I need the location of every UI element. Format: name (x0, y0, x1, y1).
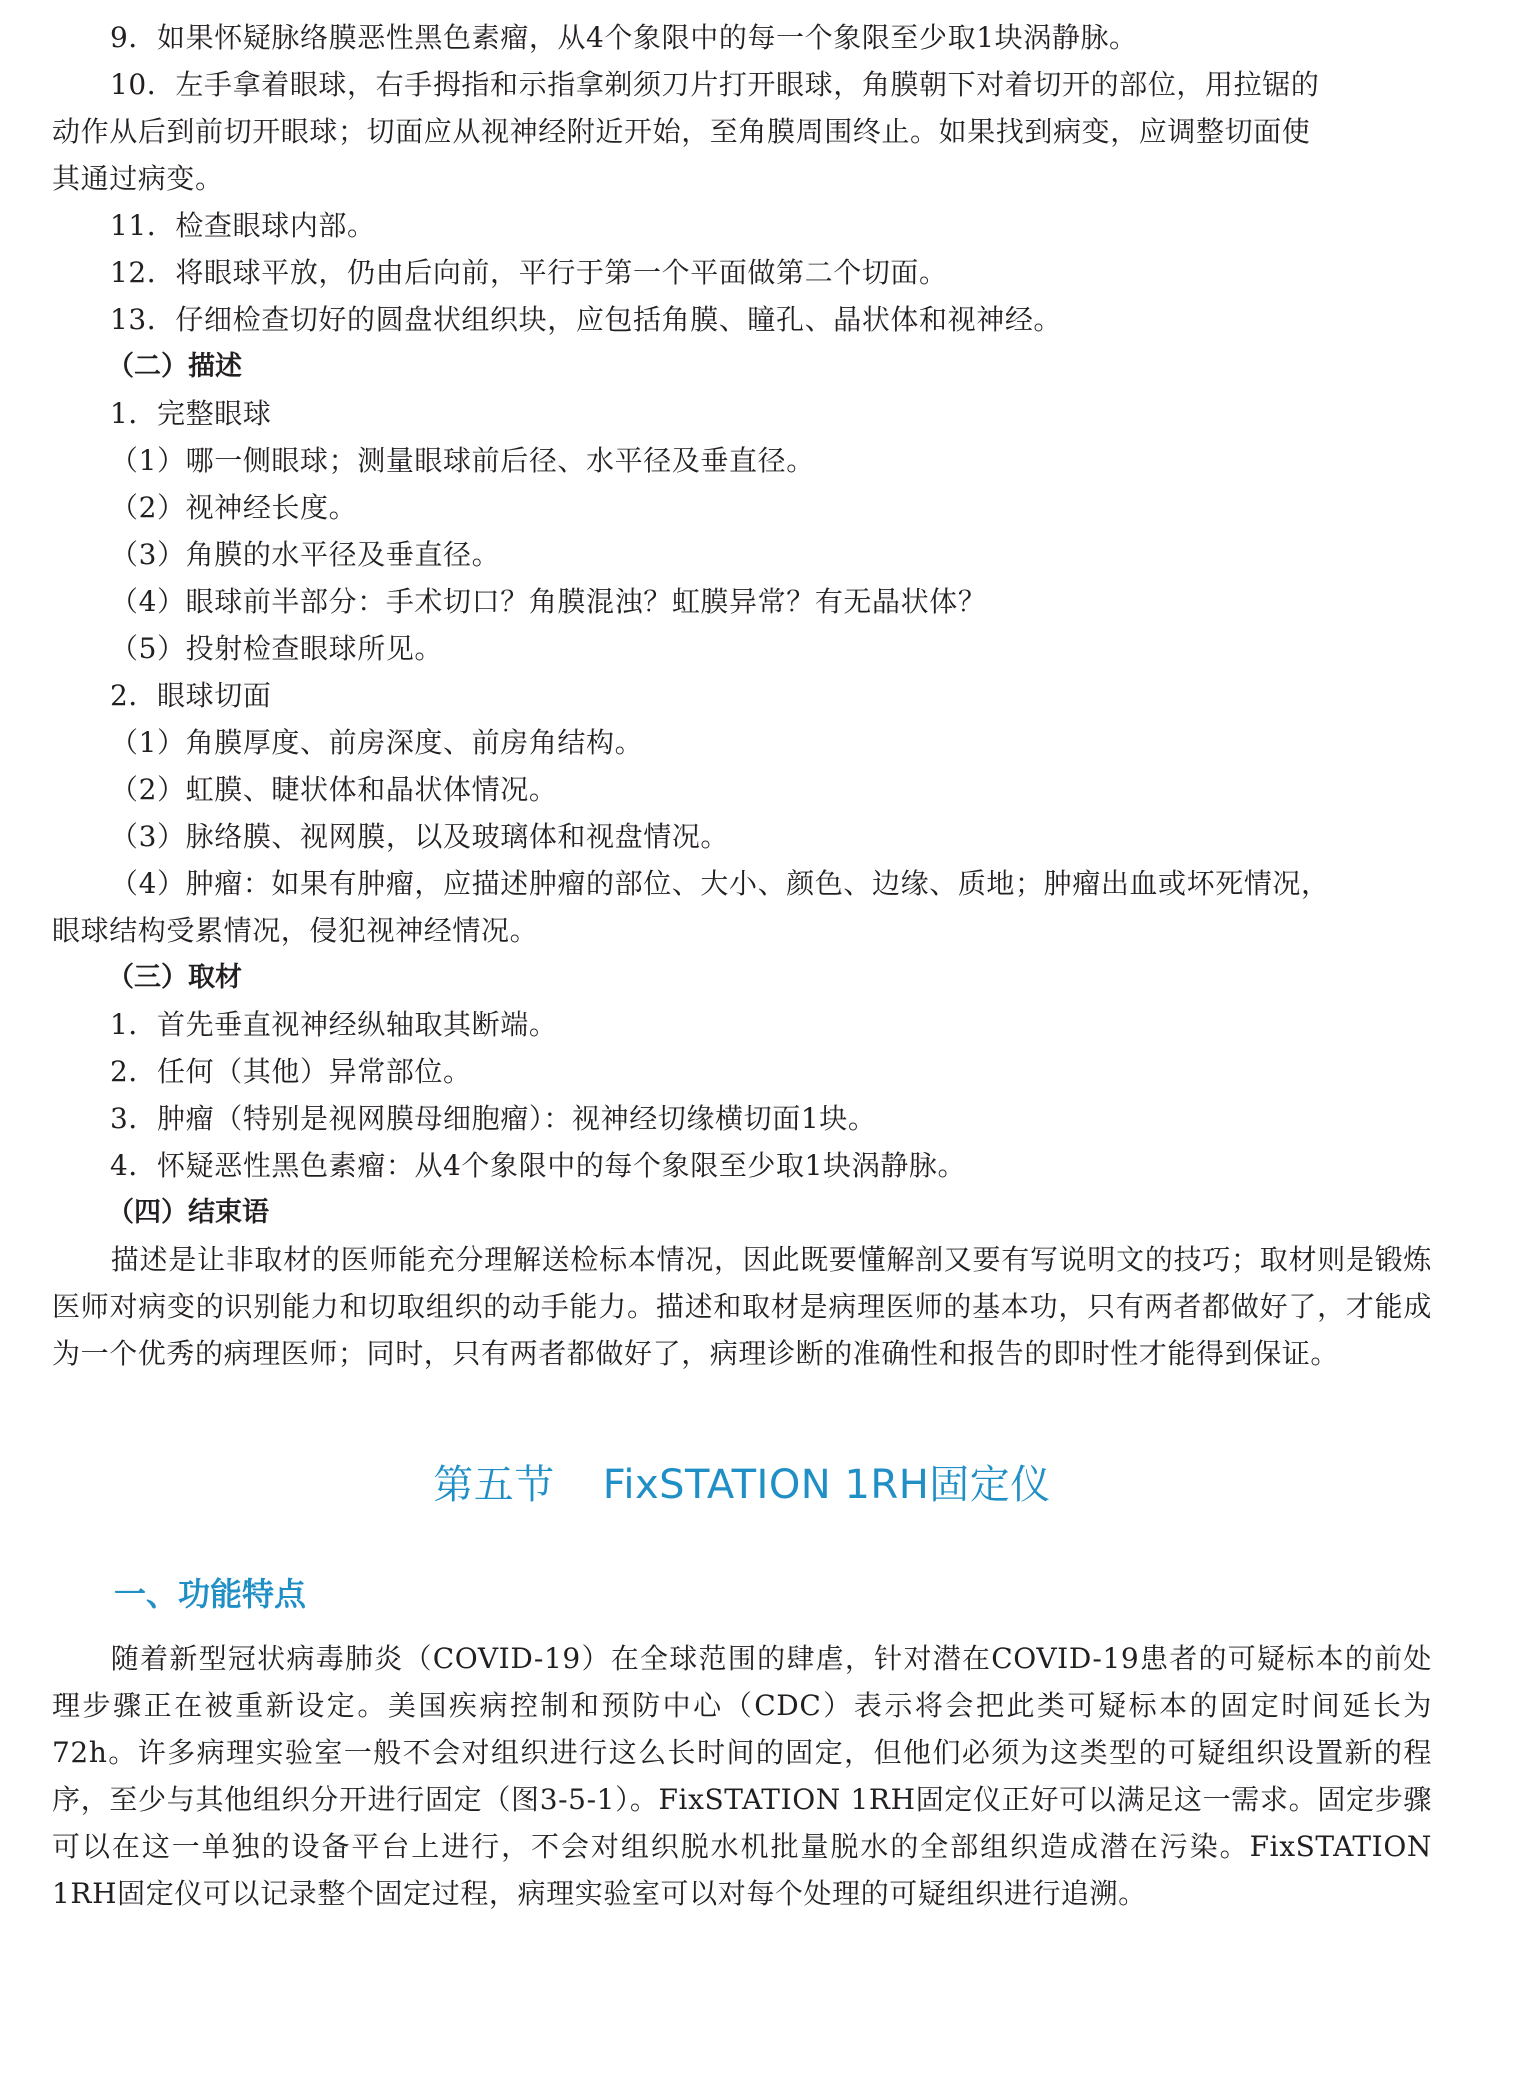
features-heading: 一、功能特点 (114, 1575, 307, 1613)
step-11: 11．检查眼球内部。 (110, 209, 376, 242)
sampling-item: 4．怀疑恶性黑色素瘤：从4个象限中的每个象限至少取1块涡静脉。 (110, 1149, 967, 1182)
sampling-item: 3．肿瘤（特别是视网膜母细胞瘤）：视神经切缘横切面1块。 (110, 1102, 877, 1135)
conclusion-paragraph: 描述是让非取材的医师能充分理解送检标本情况，因此既要懂解剖又要有写说明文的技巧；取材则是锻炼医师对病变的识别能力和切取组织的动手能力。描述和取材是病理医师的基本功，只有两者都做好了，才能成为一个优秀的病理医师；同时，只有两者都做好了，病理诊断的准确性和报告的即时性才能得到保证。 (52, 1243, 1432, 1370)
sampling-heading: （三）取材 (107, 962, 242, 993)
description-item: 眼球结构受累情况，侵犯视神经情况。 (52, 914, 539, 947)
step-10: 10．左手拿着眼球，右手拇指和示指拿剃须刀片打开眼球，角膜朝下对着切开的部位，用拉锯的 (110, 68, 1320, 101)
sampling-section (52, 954, 1432, 1189)
description-item: 1．完整眼球 (110, 397, 272, 430)
features-section (52, 1569, 1432, 1917)
step-10-cont: 动作从后到前切开眼球；切面应从视神经附近开始，至角膜周围终止。如果找到病变，应调整切面使 (52, 115, 1311, 148)
features-paragraph: 随着新型冠状病毒肺炎（COVID-19）在全球范围的肆虐，针对潜在COVID-19患者的可疑标本的前处理步骤正在被重新设定。美国疾病控制和预防中心（CDC）表示将会把此类可疑标本的固定时间延长为72h。许多病理实验室一般不会对组织进行这么长时间的固定，但他们必须为这类型的可疑组织设置新的程序，至少与其他组织分开进行固定（图3-5-1）。FixSTATION 1RH固定仪正好可以满足这一需求。固定步骤可以在这一单独的设备平台上进行，不会对组织脱水机批量脱水的全部组织造成潜在污染。FixSTATION 1RH固定仪可以记录整个固定过程，病理实验室可以对每个处理的可疑组织进行追溯。 (52, 1642, 1432, 1910)
description-item: （4）眼球前半部分：手术切口？角膜混浊？虹膜异常？有无晶状体？ (110, 585, 987, 618)
conclusion-heading: （四）结束语 (107, 1197, 269, 1228)
section-number: 第五节 (433, 1462, 555, 1508)
description-item: （5）投射检查眼球所见。 (110, 632, 444, 665)
step-13: 13．仔细检查切好的圆盘状组织块，应包括角膜、瞳孔、晶状体和视神经。 (110, 303, 1063, 336)
section-name: FixSTATION 1RH固定仪 (602, 1462, 1051, 1508)
description-heading: （二）描述 (107, 351, 242, 382)
description-item: （2）虹膜、睫状体和晶状体情况。 (110, 773, 558, 806)
step-9: 9．如果怀疑脉络膜恶性黑色素瘤，从4个象限中的每一个象限至少取1块涡静脉。 (110, 21, 1138, 54)
description-item: （3）脉络膜、视网膜，以及玻璃体和视盘情况。 (110, 820, 730, 853)
description-section (52, 343, 1432, 954)
conclusion-section (52, 1189, 1432, 1377)
description-item: （3）角膜的水平径及垂直径。 (110, 538, 501, 571)
description-item: （1）角膜厚度、前房深度、前房角结构。 (110, 726, 644, 759)
step-10-end: 其通过病变。 (52, 162, 224, 195)
sampling-item: 1．首先垂直视神经纵轴取其断端。 (110, 1008, 558, 1041)
description-item: 2．眼球切面 (110, 679, 272, 712)
sampling-item: 2．任何（其他）异常部位。 (110, 1055, 472, 1088)
section-title (52, 1455, 1432, 1515)
description-item: （1）哪一侧眼球；测量眼球前后径、水平径及垂直径。 (110, 444, 815, 477)
document-page (52, 14, 1432, 1917)
procedure-steps (52, 14, 1432, 343)
description-item: （4）肿瘤：如果有肿瘤，应描述肿瘤的部位、大小、颜色、边缘、质地；肿瘤出血或坏死情况， (110, 867, 1330, 900)
step-12: 12．将眼球平放，仍由后向前，平行于第一个平面做第二个切面。 (110, 256, 948, 289)
description-item: （2）视神经长度。 (110, 491, 358, 524)
